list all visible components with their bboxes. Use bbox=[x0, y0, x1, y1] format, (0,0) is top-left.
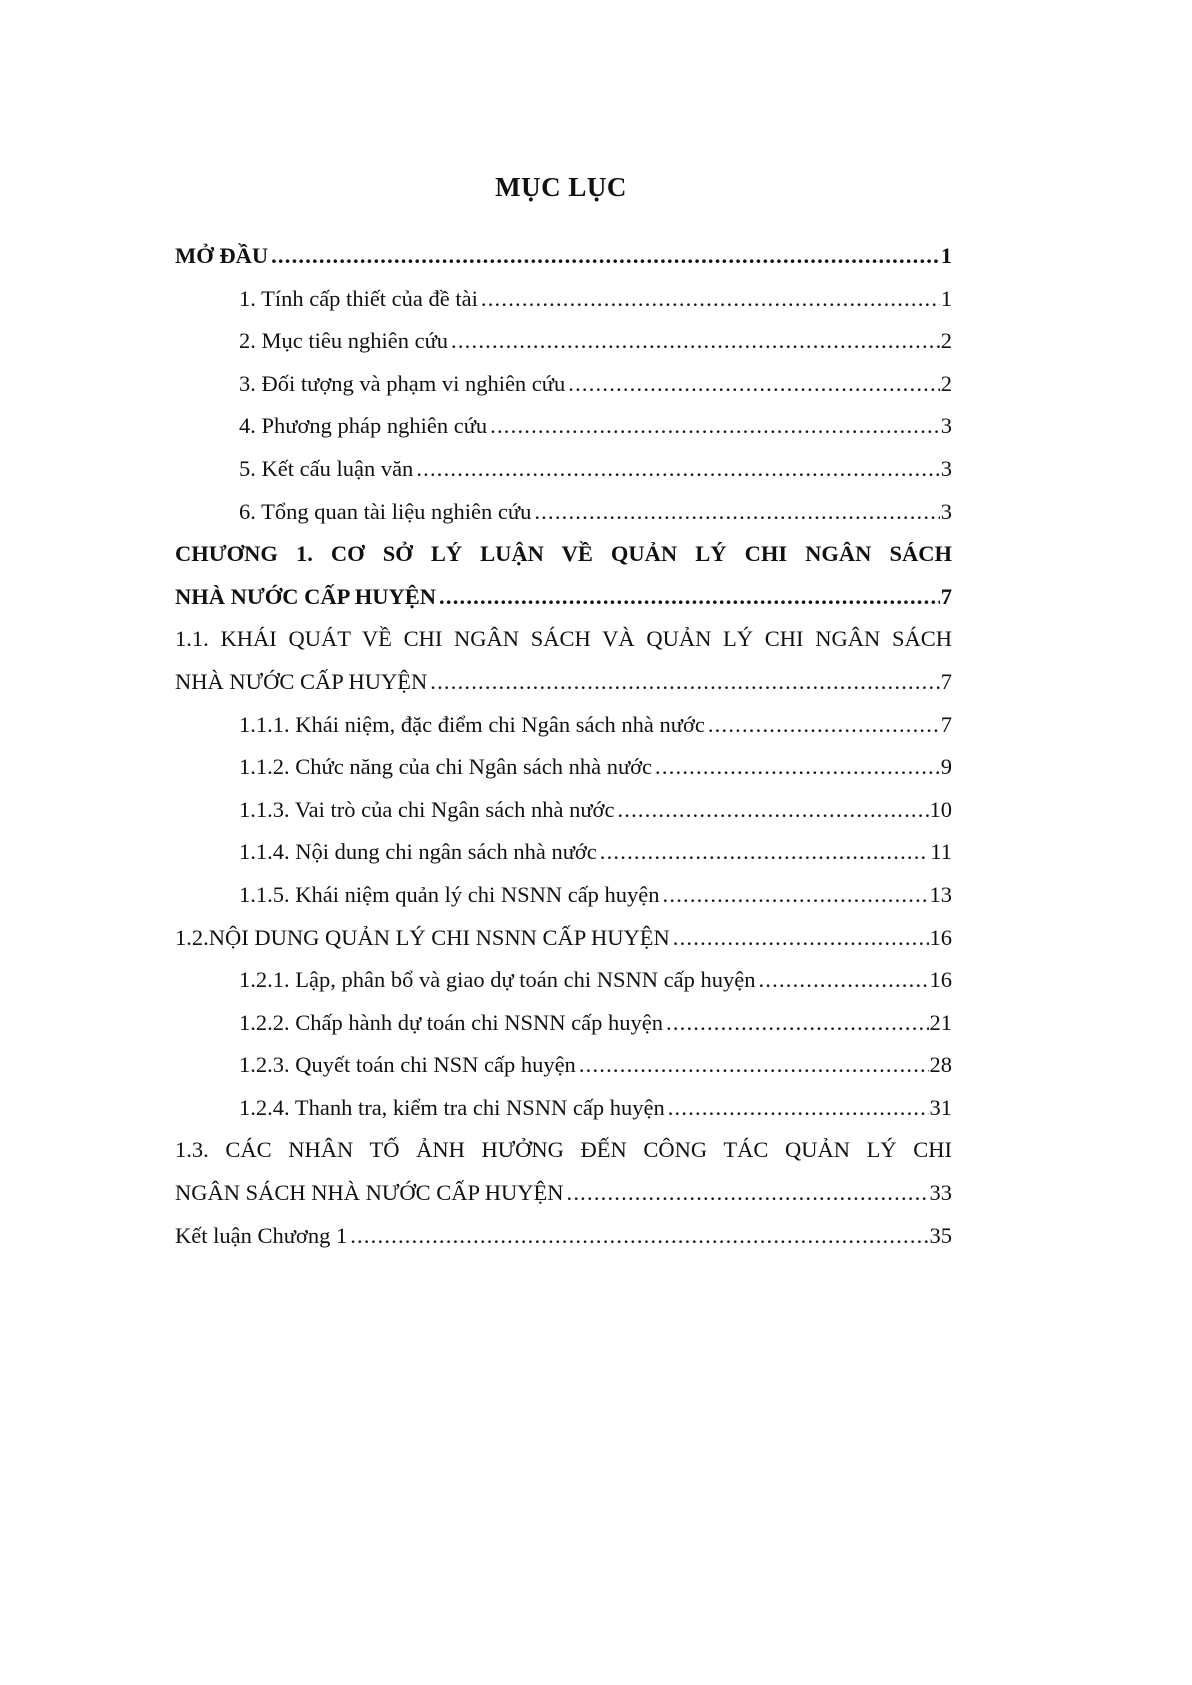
toc-entry-text: 1.2.3. Quyết toán chi NSN cấp huyện bbox=[239, 1052, 576, 1078]
dot-leader bbox=[758, 959, 928, 1002]
toc-entry-page: 28 bbox=[929, 1052, 952, 1078]
toc-entry-chapter-1-conclusion[interactable] bbox=[175, 1215, 952, 1258]
dot-leader bbox=[600, 831, 930, 874]
toc-entry-page: 7 bbox=[940, 583, 952, 609]
dot-leader bbox=[617, 789, 928, 832]
toc-entry-page: 3 bbox=[940, 455, 952, 481]
toc-entry-text: MỞ ĐẦU bbox=[175, 243, 269, 268]
toc-entry[interactable] bbox=[175, 448, 952, 491]
toc-entry-text: CHƯƠNG 1. CƠ SỞ LÝ LUẬN VỀ QUẢN LÝ CHI NGÂN SÁCH bbox=[175, 541, 952, 567]
dot-leader bbox=[430, 661, 939, 704]
toc-entry-page: 1 bbox=[940, 243, 952, 268]
toc-entry-text: 6. Tổng quan tài liệu nghiên cứu bbox=[239, 498, 532, 524]
toc-entry-page: 3 bbox=[940, 413, 952, 439]
dot-leader bbox=[708, 704, 940, 747]
dot-leader bbox=[271, 235, 940, 278]
toc-entry-page: 2 bbox=[940, 370, 952, 396]
toc-entry-page: 7 bbox=[940, 668, 952, 694]
dot-leader bbox=[534, 491, 939, 534]
toc-entry-page: 7 bbox=[940, 711, 952, 737]
toc-entry-chapter-1-line-2[interactable] bbox=[175, 576, 952, 619]
toc-entry-text: 5. Kết cấu luận văn bbox=[239, 455, 414, 481]
toc-entry-page: 1 bbox=[940, 285, 952, 311]
toc-entry[interactable] bbox=[175, 959, 952, 1002]
toc-entry[interactable] bbox=[175, 831, 952, 874]
dot-leader bbox=[416, 448, 939, 491]
dot-leader bbox=[350, 1215, 928, 1258]
toc-entry-text: 2. Mục tiêu nghiên cứu bbox=[239, 328, 449, 354]
toc-entry-text: 1.1.1. Khái niệm, đặc điểm chi Ngân sách nhà nước bbox=[239, 711, 705, 737]
dot-leader bbox=[579, 1044, 929, 1087]
toc-entry[interactable] bbox=[175, 320, 952, 363]
dot-leader bbox=[490, 405, 940, 448]
toc-entry-text: 1.2.NỘI DUNG QUẢN LÝ CHI NSNN CẤP HUYỆN bbox=[175, 924, 670, 950]
toc-entry-text: 4. Phương pháp nghiên cứu bbox=[239, 413, 488, 439]
toc-entry-page: 35 bbox=[929, 1222, 952, 1248]
toc-entry-page: 11 bbox=[930, 839, 952, 865]
dot-leader bbox=[568, 363, 940, 406]
toc-entry[interactable] bbox=[175, 363, 952, 406]
toc-entry[interactable] bbox=[175, 1087, 952, 1130]
toc-entry[interactable] bbox=[175, 874, 952, 917]
toc-entry-text: 1.1.5. Khái niệm quản lý chi NSNN cấp huyện bbox=[239, 881, 660, 907]
toc-entry-text: NHÀ NƯỚC CẤP HUYỆN bbox=[175, 583, 437, 609]
toc-entry[interactable] bbox=[175, 789, 952, 832]
dot-leader bbox=[673, 917, 929, 960]
toc-entry-section-1-1-line-2[interactable] bbox=[175, 661, 952, 704]
toc-entry-section-1-2[interactable] bbox=[175, 917, 952, 960]
toc-entry-section-1-1-line-1[interactable] bbox=[175, 618, 952, 661]
toc-entry-text: NHÀ NƯỚC CẤP HUYỆN bbox=[175, 668, 428, 694]
toc-entry-page: 16 bbox=[929, 967, 952, 993]
toc-entry-section-1-3-line-1[interactable] bbox=[175, 1129, 952, 1172]
dot-leader bbox=[666, 1002, 929, 1045]
toc-entry-page: 2 bbox=[940, 328, 952, 354]
toc-entry-section-1-3-line-2[interactable] bbox=[175, 1172, 952, 1215]
toc-entry-page: 10 bbox=[929, 796, 952, 822]
dot-leader bbox=[439, 576, 940, 619]
dot-leader bbox=[663, 874, 929, 917]
toc-entry[interactable] bbox=[175, 746, 952, 789]
toc-entry-page: 31 bbox=[929, 1094, 952, 1120]
toc-entry-text: Kết luận Chương 1 bbox=[175, 1222, 348, 1248]
toc-entry[interactable] bbox=[175, 704, 952, 747]
toc-entry-text: 3. Đối tượng và phạm vi nghiên cứu bbox=[239, 370, 566, 396]
dot-leader bbox=[481, 278, 940, 321]
toc-entry-mo-dau[interactable] bbox=[175, 235, 952, 278]
toc-entry-text: 1.3. CÁC NHÂN TỐ ẢNH HƯỞNG ĐẾN CÔNG TÁC QUẢN LÝ CHI bbox=[175, 1137, 952, 1163]
toc-entry-page: 9 bbox=[940, 754, 952, 780]
toc-entry[interactable] bbox=[175, 491, 952, 534]
toc-entry-text: 1.2.4. Thanh tra, kiểm tra chi NSNN cấp huyện bbox=[239, 1094, 665, 1120]
toc-title: MỤC LỤC bbox=[495, 172, 627, 202]
toc-entry[interactable] bbox=[175, 405, 952, 448]
toc-entry-text: 1.2.2. Chấp hành dự toán chi NSNN cấp huyện bbox=[239, 1009, 663, 1035]
toc-entry-page: 33 bbox=[929, 1180, 952, 1206]
dot-leader bbox=[655, 746, 940, 789]
toc-entry-text: 1.1.4. Nội dung chi ngân sách nhà nước bbox=[239, 839, 597, 865]
toc-entry[interactable] bbox=[175, 1002, 952, 1045]
toc-entry[interactable] bbox=[175, 1044, 952, 1087]
toc-entry-page: 3 bbox=[940, 498, 952, 524]
toc-entry-text: 1.1. KHÁI QUÁT VỀ CHI NGÂN SÁCH VÀ QUẢN LÝ CHI NGÂN SÁCH bbox=[175, 626, 952, 652]
toc-entry-chapter-1-line-1[interactable] bbox=[175, 533, 952, 576]
toc-entry-text: 1. Tính cấp thiết của đề tài bbox=[239, 285, 478, 311]
table-of-contents bbox=[175, 235, 952, 1257]
dot-leader bbox=[668, 1087, 929, 1130]
toc-entry-text: NGÂN SÁCH NHÀ NƯỚC CẤP HUYỆN bbox=[175, 1180, 564, 1206]
toc-entry-page: 13 bbox=[929, 881, 952, 907]
toc-entry-text: 1.1.3. Vai trò của chi Ngân sách nhà nước bbox=[239, 796, 615, 822]
toc-entry-page: 21 bbox=[929, 1009, 952, 1035]
dot-leader bbox=[451, 320, 940, 363]
toc-entry-text: 1.2.1. Lập, phân bổ và giao dự toán chi NSNN cấp huyện bbox=[239, 967, 756, 993]
toc-entry[interactable] bbox=[175, 278, 952, 321]
toc-entry-page: 16 bbox=[929, 924, 952, 950]
dot-leader bbox=[567, 1172, 929, 1215]
toc-entry-text: 1.1.2. Chức năng của chi Ngân sách nhà nước bbox=[239, 754, 653, 780]
